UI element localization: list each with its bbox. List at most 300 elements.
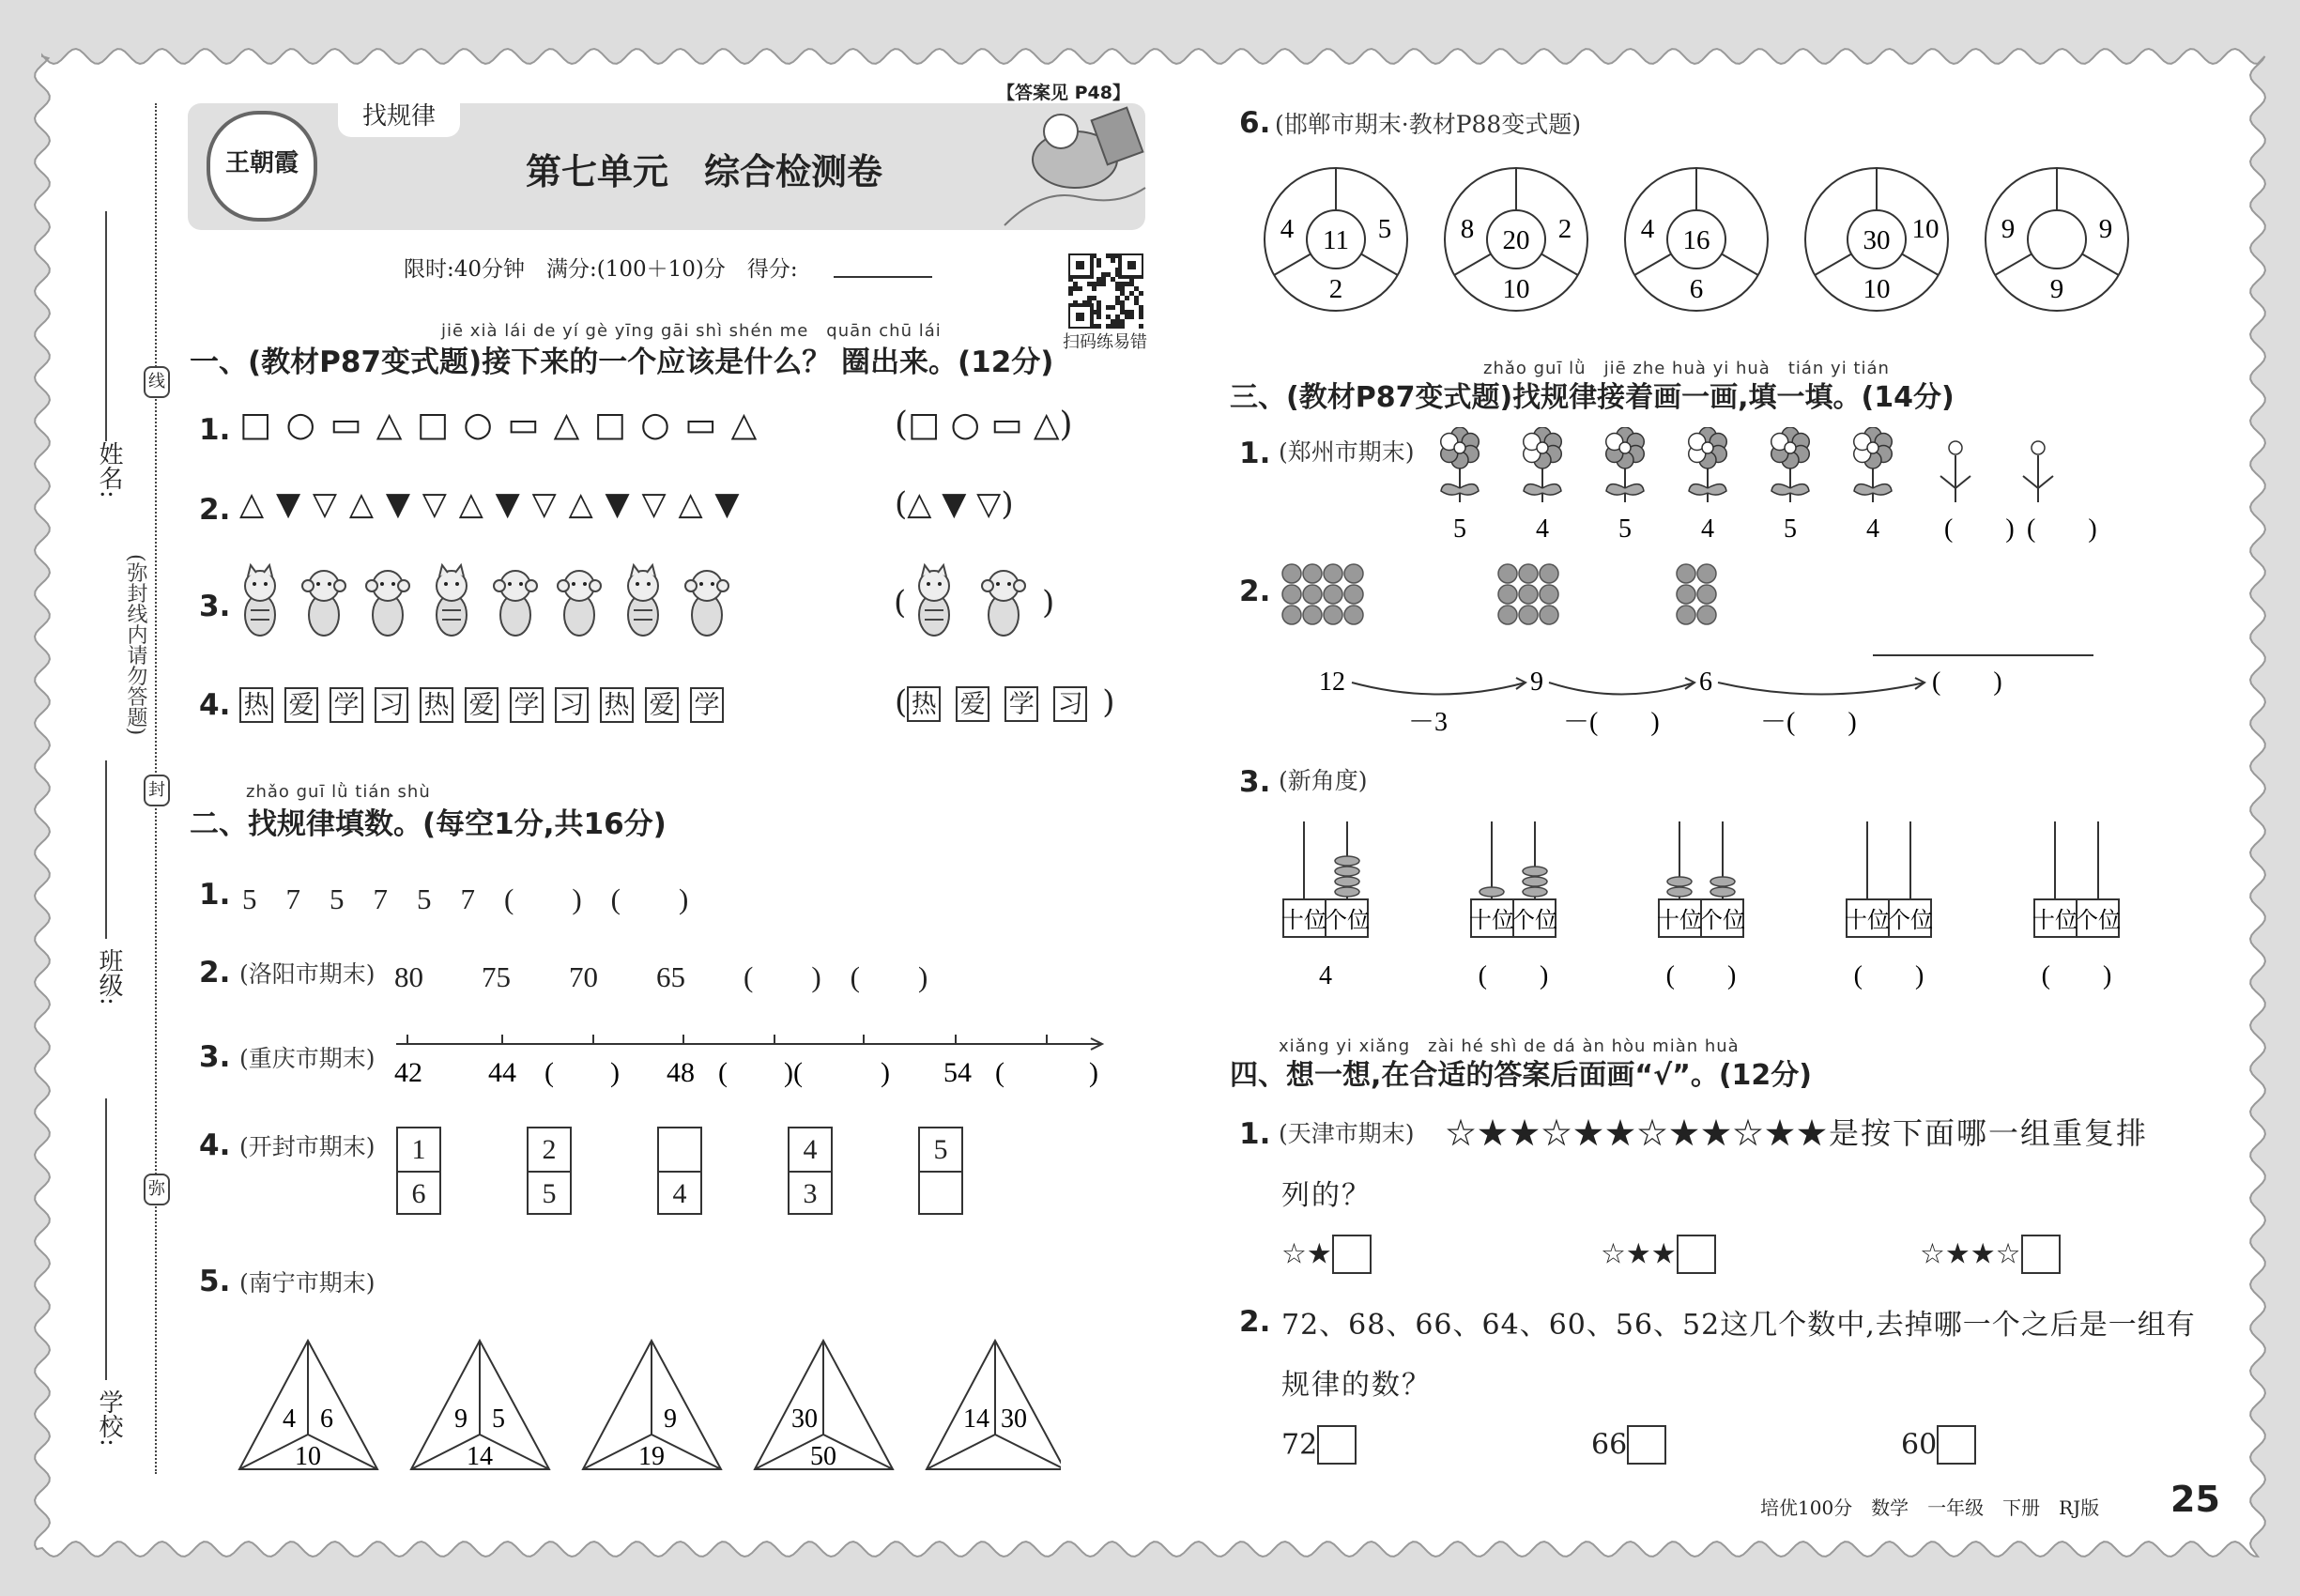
triangle-left-value: 14	[963, 1404, 989, 1434]
triangle-right-value: 9	[664, 1404, 677, 1434]
q4-1-options	[1281, 1235, 2126, 1281]
ones-bead	[1335, 877, 1359, 886]
q2-3-number: 3.	[199, 1040, 231, 1074]
wheel-left-value: 4	[1640, 214, 1655, 244]
char-box: 热	[600, 687, 634, 723]
qr-module	[1125, 315, 1129, 319]
wheel-right-value: 9	[2098, 214, 2113, 244]
option-label: 66	[1591, 1428, 1628, 1462]
check-box[interactable]	[2021, 1235, 2061, 1274]
sec4-title: 四、想一想,在合适的答案后面画“√”。(12分)	[1230, 1059, 1813, 1092]
answer-option[interactable]	[1901, 1425, 1976, 1465]
number-card	[527, 1127, 572, 1215]
qr-code[interactable]	[1068, 253, 1143, 329]
qr-finder-core	[1076, 261, 1084, 269]
dot	[1498, 564, 1517, 583]
flower-center	[1537, 442, 1548, 453]
q4-2-options	[1281, 1425, 2126, 1472]
monkey-ear	[590, 580, 601, 591]
q2-4-number: 4.	[199, 1128, 231, 1162]
wheel-bottom-value: 9	[2049, 274, 2064, 304]
qr-module	[1120, 286, 1125, 291]
school-label: 学校:	[95, 1389, 123, 1447]
flower-leaf	[1625, 484, 1644, 495]
qr-module	[1096, 300, 1101, 305]
flower	[1940, 441, 1970, 502]
char-box: 爱	[465, 687, 498, 723]
qr-module	[1068, 291, 1073, 296]
cat-eye	[647, 582, 651, 586]
dot	[1519, 564, 1538, 583]
qr-module	[1101, 282, 1106, 286]
qr-module	[1106, 305, 1111, 310]
abacus-value: 4	[1319, 961, 1332, 990]
check-box[interactable]	[1332, 1235, 1372, 1274]
abacus	[1657, 821, 1745, 937]
abacus	[1281, 821, 1370, 937]
q2-4-source: (开封市期末)	[239, 1133, 376, 1160]
monkey-eye	[699, 582, 703, 586]
number-triangle	[239, 1341, 377, 1471]
q3-1-flowers	[1418, 427, 2197, 549]
monkey-eye	[519, 582, 523, 586]
monkey-figure	[494, 571, 537, 636]
q1-2-number: 2.	[199, 493, 231, 527]
cat-figure	[437, 565, 467, 636]
q1-4-number: 4.	[199, 688, 231, 722]
wheel-left-value: 4	[1280, 214, 1295, 244]
triangle-bottom-value: 19	[638, 1442, 665, 1471]
qr-module	[1092, 286, 1096, 291]
qr-module	[1096, 310, 1101, 315]
flower-count: 4	[1536, 514, 1549, 544]
binding-margin	[66, 103, 169, 1474]
qr-module	[1129, 310, 1134, 315]
sec3-pinyin: zhǎo guī lǜ jiē zhe huà yi huà tián yi tián	[1483, 359, 1890, 378]
dot	[1498, 585, 1517, 604]
wheel-bottom-value: 10	[1863, 274, 1891, 304]
monkey-ear	[398, 580, 409, 591]
abacus	[1845, 821, 1933, 937]
qr-module	[1092, 296, 1096, 300]
dot	[1677, 585, 1695, 604]
wheel-center-value: 20	[1502, 225, 1530, 255]
qr-module	[1134, 296, 1139, 300]
q6-number: 6.	[1239, 106, 1271, 140]
name-label: 姓名:	[95, 441, 123, 499]
monkey-figure	[685, 571, 728, 636]
class-label: 班级:	[95, 948, 123, 1005]
flower-leaf	[1689, 484, 1708, 495]
wheel-center-value: 11	[1323, 225, 1349, 255]
triangle-left-value: 30	[791, 1404, 818, 1434]
seal-notice: (弥封线内请勿答题)	[124, 554, 147, 736]
qr-module	[1096, 282, 1101, 286]
qr-module	[1106, 253, 1111, 258]
dot	[1324, 564, 1342, 583]
answer-ref: 【答案见 P48】	[997, 83, 1130, 103]
qr-module	[1120, 305, 1125, 310]
qr-module	[1115, 286, 1120, 291]
monkey-figure	[558, 571, 601, 636]
qr-module	[1139, 315, 1143, 319]
q1-2-sequence: △ ▼ ▽ △ ▼ ▽ △ ▼ ▽ △ ▼ ▽ △ ▼	[239, 485, 741, 523]
ones-bead	[1710, 877, 1735, 886]
q2-2-number: 2.	[199, 956, 231, 990]
monkey-ear	[494, 580, 505, 591]
flower	[1524, 427, 1562, 502]
dot	[1540, 564, 1558, 583]
tick-label: 44	[488, 1057, 516, 1088]
qr-module	[1125, 296, 1129, 300]
triangle-bottom-value: 50	[810, 1442, 836, 1471]
char-box: 习	[555, 687, 589, 723]
q2-2-sequence: 80 75 70 65 ( ) ( )	[394, 960, 928, 993]
wheel-right-value: 5	[1377, 214, 1392, 244]
dot	[1324, 606, 1342, 624]
tick-label: ( )	[544, 1057, 620, 1088]
tick-label: )	[824, 1057, 890, 1088]
wheel-bottom-value: 6	[1689, 274, 1704, 304]
chain-value: 9	[1530, 668, 1543, 697]
footer-book-info: 培优100分 数学 一年级 下册 RJ版	[1760, 1496, 2100, 1519]
abacus-value: ( )	[1665, 961, 1737, 990]
qr-module	[1139, 305, 1143, 310]
abacus-value: ( )	[1853, 961, 1924, 990]
flower-count: 4	[1701, 514, 1714, 544]
monkey-eye	[583, 582, 587, 586]
chain-value: 6	[1699, 668, 1712, 697]
dot	[1303, 606, 1322, 624]
check-box[interactable]	[1627, 1425, 1666, 1465]
char-box: 学	[690, 687, 724, 723]
ones-bead	[1523, 867, 1547, 876]
qr-module	[1120, 300, 1125, 305]
school-line	[105, 1098, 107, 1380]
q1-1-options[interactable]: (□ ○ ▭ △)	[895, 406, 1073, 444]
name-line	[105, 211, 107, 441]
answer-option[interactable]	[1591, 1425, 1666, 1465]
check-box[interactable]	[1317, 1425, 1357, 1465]
qr-module	[1087, 296, 1092, 300]
flower-center	[1785, 442, 1796, 453]
sec3-title: 三、(教材P87变式题)找规律接着画一画,填一填。(14分)	[1230, 381, 1955, 414]
flower	[1689, 427, 1727, 502]
qr-module	[1115, 315, 1120, 319]
flower-count: 5	[1784, 514, 1797, 544]
flower-leaf	[1542, 484, 1561, 495]
q1-3-open-paren: (	[894, 584, 907, 622]
qr-module	[1096, 277, 1101, 282]
number-triangle	[755, 1341, 893, 1471]
score-blank[interactable]	[834, 276, 932, 278]
card-top[interactable]	[659, 1128, 700, 1173]
monkey-ear	[717, 580, 728, 591]
number-card	[657, 1127, 702, 1215]
number-card	[396, 1127, 441, 1215]
q2-5-triangles	[235, 1333, 1061, 1474]
monkey-ear	[526, 580, 537, 591]
number-wheel	[1445, 168, 1587, 311]
qr-module	[1115, 300, 1120, 305]
tens-label: 十位	[1845, 907, 1890, 933]
option-char-box[interactable]: 爱	[956, 686, 989, 722]
number-triangle	[411, 1341, 549, 1471]
q4-2-text2: 规律的数？	[1281, 1369, 1432, 1402]
q2-3-source: (重庆市期末)	[239, 1045, 376, 1072]
monkey-ear	[982, 580, 993, 591]
triangle-left-value: 9	[454, 1404, 468, 1434]
ones-label: 个位	[2076, 907, 2121, 933]
tick-label: ( )	[995, 1057, 1098, 1088]
dot	[1677, 606, 1695, 624]
q1-3-number: 3.	[199, 590, 231, 623]
sec2-title: 二、找规律填数。(每空1分,共16分)	[190, 807, 667, 841]
card-bottom[interactable]	[920, 1173, 961, 1215]
ones-label: 个位	[1700, 907, 1745, 933]
q1-3-close-paren: )	[1042, 584, 1055, 622]
dot	[1540, 606, 1558, 624]
tick-label: 42	[394, 1057, 422, 1088]
ones-bead	[1335, 887, 1359, 897]
dot	[1697, 585, 1716, 604]
wheel-center-value: 30	[1863, 225, 1891, 255]
cat-figure	[245, 565, 275, 636]
flower	[1441, 427, 1480, 502]
q1-1-number: 1.	[199, 413, 231, 447]
char-box: 爱	[284, 687, 318, 723]
qr-module	[1073, 286, 1078, 291]
card-bottom: 4	[672, 1178, 687, 1209]
wheel-left-value: 9	[2001, 214, 2016, 244]
monkey-ear	[334, 580, 345, 591]
cat-eye	[938, 582, 942, 586]
qr-module	[1101, 277, 1106, 282]
triangle-right-value: 30	[1001, 1404, 1027, 1434]
dot	[1697, 564, 1716, 583]
char-box: 热	[420, 687, 453, 723]
qr-module	[1106, 315, 1111, 319]
dot	[1697, 606, 1716, 624]
number-wheel	[1986, 168, 2128, 311]
monkey-ear	[558, 580, 569, 591]
q2-4-cards	[396, 1127, 978, 1220]
cat-eye	[455, 582, 459, 586]
triangle-bottom-value: 14	[467, 1442, 493, 1471]
flower	[1606, 427, 1645, 502]
option-char-box[interactable]: 习	[1053, 686, 1087, 722]
cat-eye	[636, 582, 639, 586]
q4-2-text: 72、68、66、64、60、56、52这几个数中,去掉哪一个之后是一组有	[1281, 1309, 2196, 1342]
option-char-box[interactable]: 学	[1004, 686, 1038, 722]
q1-4-chars	[239, 687, 735, 723]
dot	[1344, 564, 1363, 583]
sec1-pinyin: jiē xià lái de yí gè yīng gāi shì shén me quān chū lái	[441, 321, 942, 341]
flower-count: ( )	[2027, 514, 2097, 544]
q6-source: (邯郸市期末·教材P88变式题)	[1275, 111, 1582, 138]
ones-bead	[1523, 887, 1547, 897]
tick-label: ( )(	[718, 1057, 803, 1088]
monkey-eye	[391, 582, 395, 586]
ones-label: 个位	[1325, 907, 1370, 933]
q1-4-options[interactable]	[895, 683, 1115, 722]
mascot-illustration	[986, 94, 1155, 235]
tens-label: 十位	[1657, 907, 1702, 933]
monkey-eye	[1007, 582, 1011, 586]
option-label: 72	[1281, 1428, 1318, 1462]
qr-module	[1120, 319, 1125, 324]
char-box: 热	[239, 687, 273, 723]
q3-1-number: 1.	[1239, 437, 1271, 470]
qr-module	[1134, 286, 1139, 291]
qr-module	[1139, 291, 1143, 296]
dot	[1344, 585, 1363, 604]
flower-count: ( )	[1944, 514, 2015, 544]
flower-count: 5	[1453, 514, 1466, 544]
ones-bead	[1335, 856, 1359, 866]
card-bottom: 5	[542, 1178, 557, 1209]
qr-module	[1111, 319, 1115, 324]
qr-module	[1111, 277, 1115, 282]
seal-mark-line: 线	[144, 366, 170, 398]
qr-module	[1096, 263, 1101, 268]
q4-1-text: ☆★★☆★★☆★★☆★★是按下面哪一组重复排	[1446, 1115, 2149, 1151]
chain-answer: ( )	[1932, 668, 2002, 697]
q1-1-sequence: □ ○ ▭ △ □ ○ ▭ △ □ ○ ▭ △	[239, 406, 759, 444]
q2-5-number: 5.	[199, 1265, 231, 1298]
tens-bead	[1667, 877, 1692, 886]
ones-bead	[1710, 887, 1735, 897]
flower-leaf	[1441, 484, 1460, 495]
cat-eye	[444, 582, 448, 586]
number-card	[918, 1127, 963, 1215]
dot	[1282, 606, 1301, 624]
tick-label: 54	[943, 1057, 972, 1088]
check-box[interactable]	[1937, 1425, 1976, 1465]
qr-module	[1096, 258, 1101, 263]
chain-arrow	[1718, 683, 1924, 695]
option-label: ☆★	[1281, 1237, 1332, 1271]
q4-2-number: 2.	[1239, 1305, 1271, 1339]
qr-finder-core	[1076, 313, 1084, 321]
chain-arrow	[1352, 683, 1526, 695]
tick-label: 48	[667, 1057, 695, 1088]
abacus	[1469, 821, 1557, 937]
number-wheel	[1625, 168, 1768, 311]
abacus	[2032, 821, 2121, 937]
qr-module	[1115, 282, 1120, 286]
triangle-right-value: 5	[492, 1404, 505, 1434]
qr-module	[1068, 286, 1073, 291]
flower-leaf	[1873, 484, 1892, 495]
answer-option[interactable]	[1920, 1235, 2061, 1274]
qr-module	[1111, 253, 1115, 258]
monkey-eye	[996, 582, 1000, 586]
answer-option[interactable]	[1281, 1425, 1357, 1465]
chain-op: －( )	[1563, 708, 1660, 737]
char-box: 学	[510, 687, 544, 723]
dot	[1498, 606, 1517, 624]
qr-caption: 扫码练易错	[1063, 332, 1147, 352]
q1-2-options[interactable]: (△ ▼ ▽)	[895, 485, 1014, 523]
q4-1-source: (天津市期末)	[1279, 1120, 1415, 1147]
tens-bead	[1667, 887, 1692, 897]
triangle-right-value: 6	[320, 1404, 333, 1434]
monkey-eye	[572, 582, 575, 586]
wheel-right-value: 10	[1911, 214, 1940, 244]
flower-leaf	[1606, 484, 1625, 495]
qr-module	[1115, 296, 1120, 300]
card-bottom: 6	[411, 1178, 426, 1209]
flower-count: 5	[1618, 514, 1632, 544]
answer-option[interactable]	[1601, 1235, 1716, 1274]
answer-option[interactable]	[1281, 1235, 1372, 1274]
dot	[1344, 606, 1363, 624]
page-number: 25	[2170, 1479, 2220, 1520]
dot	[1519, 606, 1538, 624]
option-label: ☆★★☆	[1920, 1237, 2021, 1271]
option-char-box[interactable]: 热	[907, 686, 941, 722]
flower	[1771, 427, 1810, 502]
chain-start: 12	[1319, 668, 1345, 697]
flower-center	[1619, 442, 1631, 453]
qr-module	[1101, 272, 1106, 277]
qr-module	[1096, 315, 1101, 319]
qr-module	[1139, 310, 1143, 315]
flower-leaf	[1460, 484, 1479, 495]
q2-2-source: (洛阳市期末)	[239, 960, 376, 988]
dot	[1324, 585, 1342, 604]
monkey-eye	[316, 582, 320, 586]
qr-module	[1092, 282, 1096, 286]
tens-label: 十位	[1281, 907, 1326, 933]
q4-1-number: 1.	[1239, 1117, 1271, 1151]
cat-figure	[628, 565, 658, 636]
wheel-inner	[2028, 210, 2086, 269]
q1-3-animal-sequence	[235, 563, 770, 648]
flower-count: 4	[1866, 514, 1879, 544]
ones-bead	[1335, 867, 1359, 876]
q1-3-animal-options[interactable]	[906, 563, 1047, 648]
q2-1-number: 1.	[199, 878, 231, 912]
wheel-bottom-value: 2	[1328, 274, 1343, 304]
card-top: 5	[920, 1128, 961, 1173]
q3-2-dots-diagram	[1267, 563, 2131, 742]
q3-1-source: (郑州市期末)	[1279, 438, 1415, 466]
q2-5-source: (南宁市期末)	[239, 1269, 376, 1297]
dot	[1303, 585, 1322, 604]
sec2-pinyin: zhǎo guī lǜ tián shù	[246, 782, 431, 802]
wheel-bottom-value: 10	[1502, 274, 1530, 304]
monkey-ear	[685, 580, 697, 591]
dot	[1677, 564, 1695, 583]
q4-1-text2: 列的？	[1281, 1179, 1372, 1212]
monkey-figure	[366, 571, 409, 636]
wheel-left-value: 8	[1460, 214, 1475, 244]
number-wheel	[1805, 168, 1948, 311]
qr-module	[1129, 315, 1134, 319]
qr-module	[1096, 305, 1101, 310]
flower-center	[1454, 442, 1465, 453]
check-box[interactable]	[1677, 1235, 1716, 1274]
qr-module	[1087, 282, 1092, 286]
page-title: 第七单元 综合检测卷	[526, 151, 883, 192]
cat-figure	[919, 565, 949, 636]
dot	[1282, 564, 1301, 583]
dot	[1540, 585, 1558, 604]
qr-module	[1129, 282, 1134, 286]
monkey-eye	[711, 582, 714, 586]
